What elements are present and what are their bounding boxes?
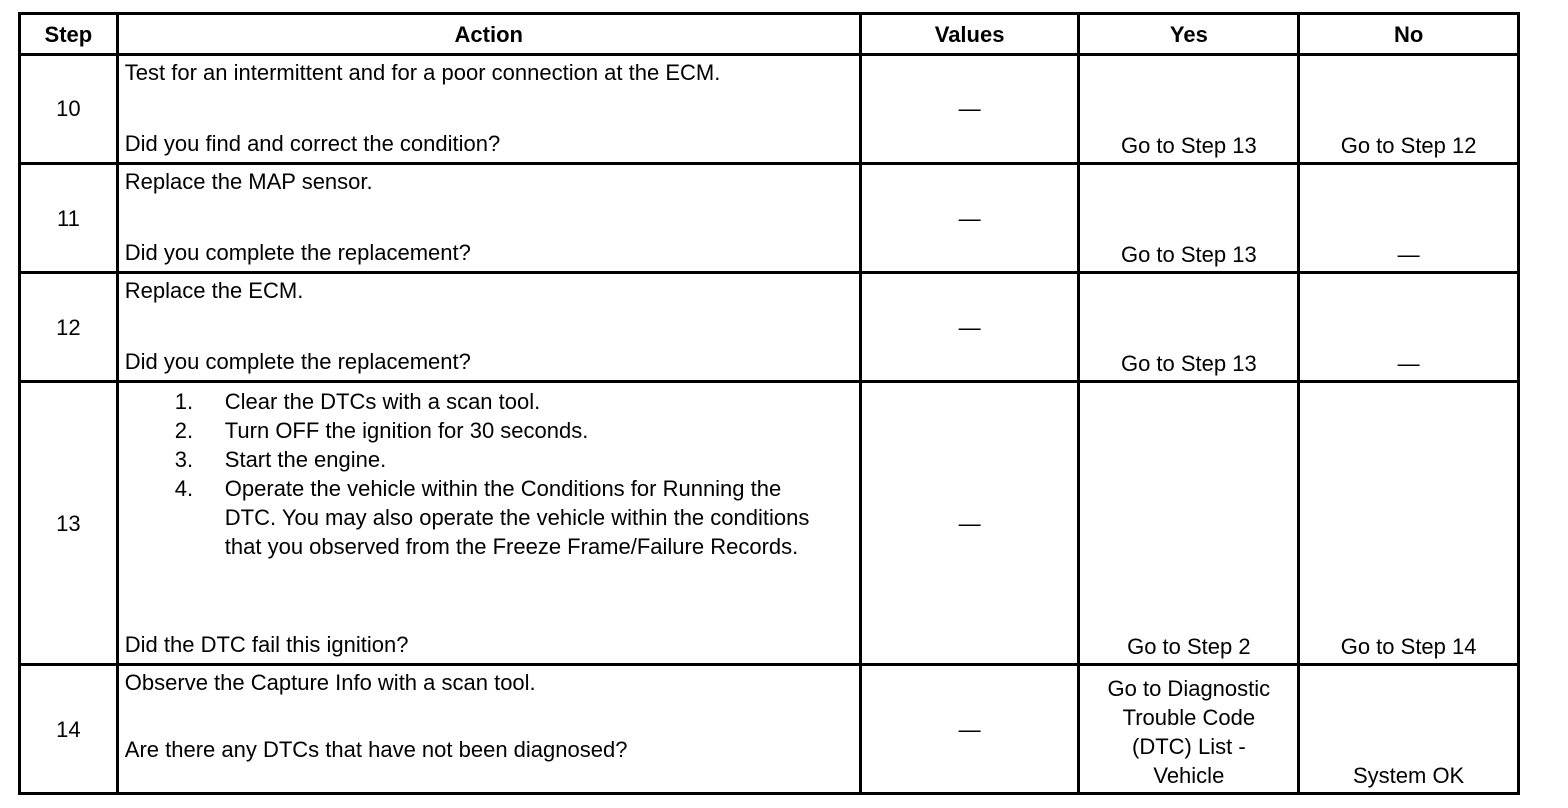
no-cell: — bbox=[1299, 163, 1519, 273]
no-cell: — bbox=[1299, 273, 1519, 382]
values-cell: — bbox=[860, 273, 1079, 382]
substep-item bbox=[174, 445, 853, 474]
substep-text: Operate the vehicle within the Conditions for Running the DTC. You may also operate the vehicle within the conditions that you observed from the Freeze Frame/Failure Records. bbox=[224, 476, 810, 560]
action-question: Did you find and correct the condition? bbox=[124, 130, 501, 156]
step-number: 13 bbox=[20, 382, 118, 665]
values-cell: — bbox=[860, 55, 1079, 164]
header-action: Action bbox=[117, 14, 860, 55]
diagnostic-table bbox=[18, 12, 1520, 795]
header-step: Step bbox=[20, 14, 118, 55]
action-question: Did you complete the replacement? bbox=[124, 240, 471, 266]
substep-number: 4. bbox=[174, 476, 194, 502]
action-cell bbox=[117, 163, 860, 273]
yes-cell: Go to Step 13 bbox=[1079, 55, 1299, 164]
yes-cell: Go to Step 13 bbox=[1079, 273, 1299, 382]
substep-text: Start the engine. bbox=[224, 447, 387, 473]
substep-text: Turn OFF the ignition for 30 seconds. bbox=[224, 418, 589, 444]
action-cell bbox=[117, 55, 860, 164]
substep-text: Clear the DTCs with a scan tool. bbox=[224, 389, 541, 415]
step-number: 10 bbox=[20, 55, 118, 164]
values-cell: — bbox=[860, 665, 1079, 794]
action-cell bbox=[117, 382, 860, 665]
substep-number: 3. bbox=[174, 447, 194, 473]
substep-item bbox=[174, 387, 853, 416]
action-text: Replace the MAP sensor. bbox=[124, 168, 373, 194]
action-text: Observe the Capture Info with a scan tool. bbox=[124, 670, 536, 696]
step-number: 12 bbox=[20, 273, 118, 382]
substep-number: 1. bbox=[174, 389, 194, 415]
no-cell: Go to Step 14 bbox=[1299, 382, 1519, 665]
action-question: Are there any DTCs that have not been diagnosed? bbox=[124, 737, 628, 763]
yes-cell: Go to Step 13 bbox=[1079, 163, 1299, 273]
table-row bbox=[20, 273, 1519, 382]
header-no: No bbox=[1299, 14, 1519, 55]
substep-list bbox=[125, 387, 853, 561]
header-row bbox=[20, 14, 1519, 55]
no-cell: Go to Step 12 bbox=[1299, 55, 1519, 164]
yes-cell: Go to Step 2 bbox=[1079, 382, 1299, 665]
values-cell: — bbox=[860, 163, 1079, 273]
action-question: Did the DTC fail this ignition? bbox=[124, 632, 409, 658]
table-row bbox=[20, 55, 1519, 164]
header-yes: Yes bbox=[1079, 14, 1299, 55]
action-question: Did you complete the replacement? bbox=[124, 349, 471, 375]
action-cell bbox=[117, 273, 860, 382]
substep-number: 2. bbox=[174, 418, 194, 444]
substep-item bbox=[174, 416, 853, 445]
no-cell: System OK bbox=[1299, 665, 1519, 794]
action-cell bbox=[117, 665, 860, 794]
action-text: Test for an intermittent and for a poor connection at the ECM. bbox=[124, 60, 721, 85]
table-row bbox=[20, 382, 1519, 665]
table-row bbox=[20, 163, 1519, 273]
table-row bbox=[20, 665, 1519, 794]
header-values: Values bbox=[860, 14, 1079, 55]
substep-item bbox=[174, 474, 825, 561]
yes-cell: Go to Diagnostic Trouble Code (DTC) List - Vehicle bbox=[1079, 665, 1299, 794]
step-number: 11 bbox=[20, 163, 118, 273]
action-text: Replace the ECM. bbox=[124, 278, 304, 304]
step-number: 14 bbox=[20, 665, 118, 794]
values-cell: — bbox=[860, 382, 1079, 665]
